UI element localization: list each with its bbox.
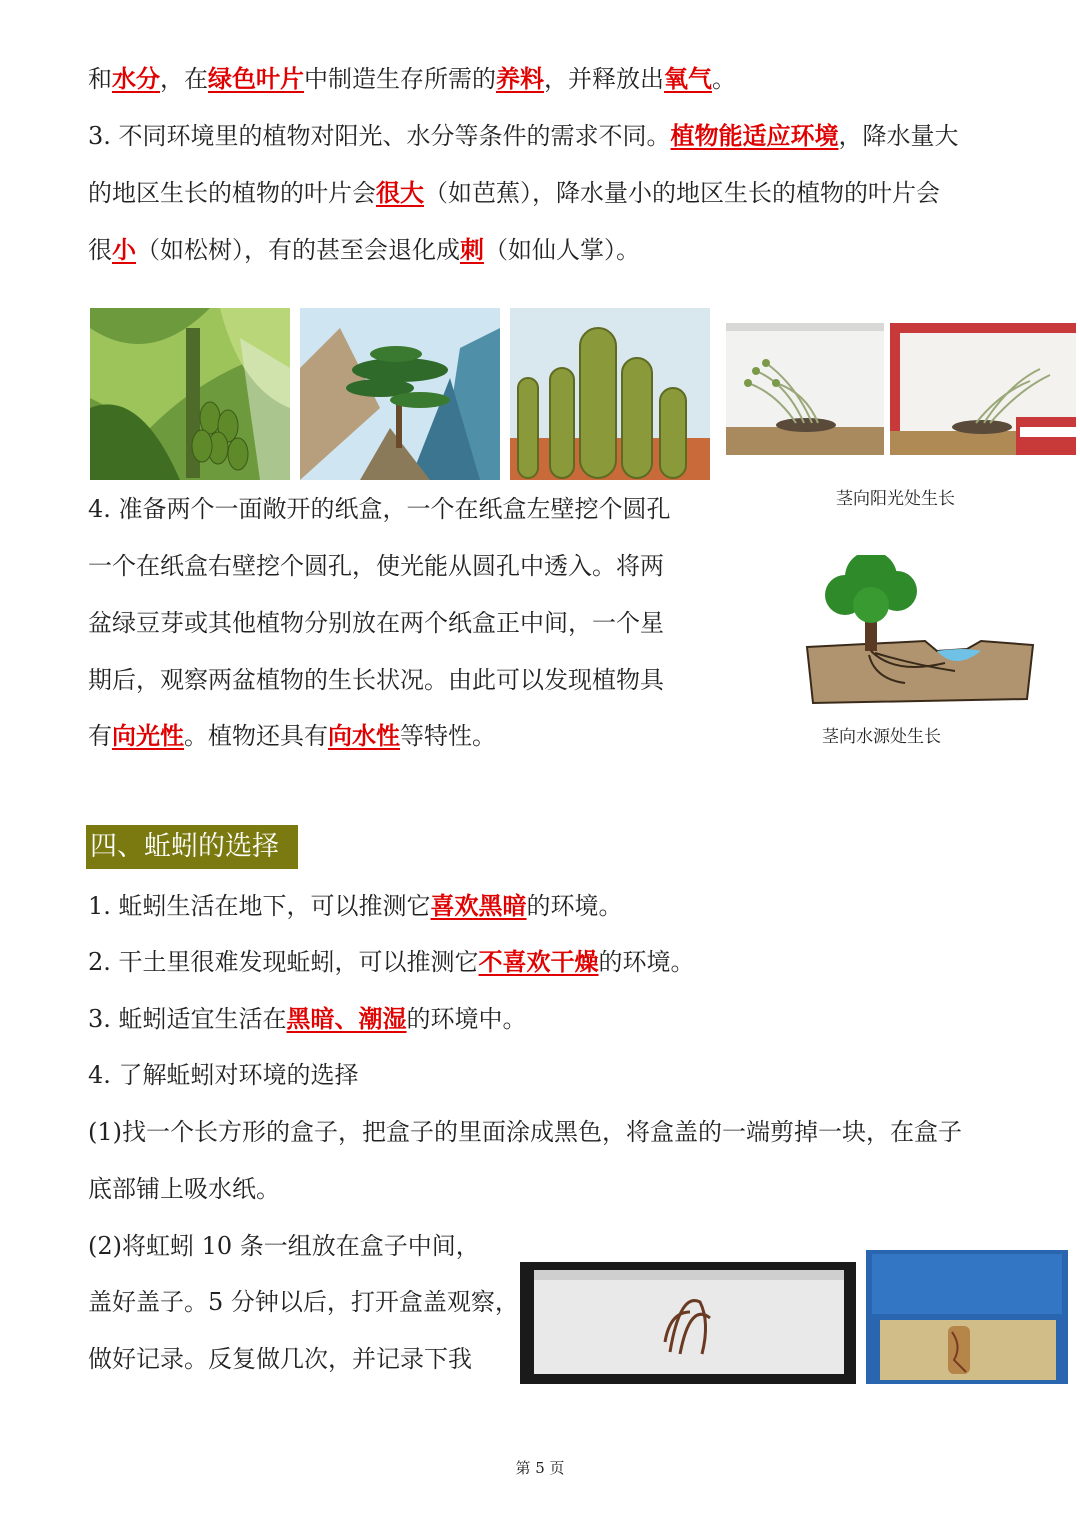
answer-highlight: 植物能适应环境 (670, 121, 839, 150)
answer-highlight: 小 (112, 235, 136, 264)
caption-water: 茎向水源处生长 (822, 727, 941, 747)
earthworm-item-3 (88, 1002, 527, 1036)
text: （如松树），有的甚至会退化成 (136, 236, 460, 264)
text: ，并释放出 (544, 65, 664, 93)
earthworm-item-4: 4. 了解蚯蚓对环境的选择 (88, 1061, 359, 1089)
text: 的环境。 (526, 892, 623, 920)
answer-highlight: 喜欢黑暗 (430, 891, 527, 920)
earthworm-step-1-cont: 底部铺上吸水纸。 (88, 1175, 280, 1203)
caption-light: 茎向阳光处生长 (836, 489, 955, 509)
section-heading: 四、蚯蚓的选择 (86, 825, 298, 869)
text: （如仙人掌）。 (484, 236, 640, 264)
text: 中制造生存所需的 (304, 65, 496, 93)
text: 。植物还具有 (184, 722, 328, 750)
paragraph-2-line-2 (88, 176, 940, 210)
page-number: 第 5 页 (515, 1459, 565, 1477)
answer-highlight: 向水性 (328, 721, 400, 750)
earthworm-item-1 (88, 889, 623, 923)
paragraph-2-line-1 (88, 119, 959, 153)
answer-highlight: 水分 (112, 64, 160, 93)
answer-highlight: 绿色叶片 (208, 64, 304, 93)
text: ，在 (160, 65, 208, 93)
text: 的环境中。 (406, 1005, 527, 1033)
text: 。 (712, 65, 736, 93)
answer-highlight: 刺 (460, 235, 484, 264)
text: ，降水量大 (838, 122, 959, 150)
answer-highlight: 向光性 (112, 721, 184, 750)
earthworm-step-1: (1)找一个长方形的盒子，把盒子的里面涂成黑色，将盒盖的一端剪掉一块，在盒子 (88, 1118, 962, 1146)
text: 很 (88, 236, 112, 264)
seedling-box-right-image (890, 323, 1076, 455)
answer-highlight: 很大 (376, 178, 424, 207)
seedling-box-left-image (726, 323, 884, 455)
text: （如芭蕉），降水量小的地区生长的植物的叶片会 (424, 179, 940, 207)
paragraph-4-line-3: 盆绿豆芽或其他植物分别放在两个纸盒正中间，一个星 (88, 609, 664, 637)
text: 2. 干土里很难发现蚯蚓，可以推测它 (88, 948, 479, 976)
cactus-image (510, 308, 710, 480)
banana-plant-image (90, 308, 290, 480)
paragraph-2-line-3 (88, 233, 640, 267)
text: 1. 蚯蚓生活在地下，可以推测它 (88, 892, 431, 920)
paragraph-4-line-2: 一个在纸盒右壁挖个圆孔，使光能从圆孔中透入。将两 (88, 552, 664, 580)
earthworm-item-2 (88, 945, 695, 979)
earthworm-soil-box-image (866, 1250, 1068, 1384)
answer-highlight: 养料 (496, 64, 544, 93)
earthworm-step-2-cont: 盖好盖子。5 分钟以后，打开盒盖观察， (88, 1288, 519, 1316)
text: 等特性。 (400, 722, 496, 750)
paragraph-line-1 (88, 62, 736, 96)
tree-toward-water-image (805, 555, 1035, 705)
paragraph-4-line-4: 期后，观察两盆植物的生长状况。由此可以发现植物具 (88, 666, 664, 694)
earthworm-step-2: (2)将虹蚓 10 条一组放在盒子中间， (88, 1232, 480, 1260)
text: 有 (88, 722, 112, 750)
text: 的地区生长的植物的叶片会 (88, 179, 376, 207)
paragraph-4-line-5 (88, 719, 496, 753)
earthworm-box-image (520, 1262, 856, 1384)
pine-tree-image (300, 308, 500, 480)
text: 3. 蚯蚓适宜生活在 (88, 1005, 287, 1033)
text: 和 (88, 65, 112, 93)
earthworm-step-2-cont2: 做好记录。反复做几次，并记录下我 (88, 1345, 472, 1373)
text: 3. 不同环境里的植物对阳光、水分等条件的需求不同。 (88, 122, 671, 150)
paragraph-4-line-1: 4. 准备两个一面敞开的纸盒，一个在纸盒左壁挖个圆孔 (88, 495, 671, 523)
answer-highlight: 黑暗、潮湿 (286, 1004, 407, 1033)
text: 的环境。 (598, 948, 695, 976)
answer-highlight: 氧气 (664, 64, 712, 93)
answer-highlight: 不喜欢干燥 (478, 947, 599, 976)
